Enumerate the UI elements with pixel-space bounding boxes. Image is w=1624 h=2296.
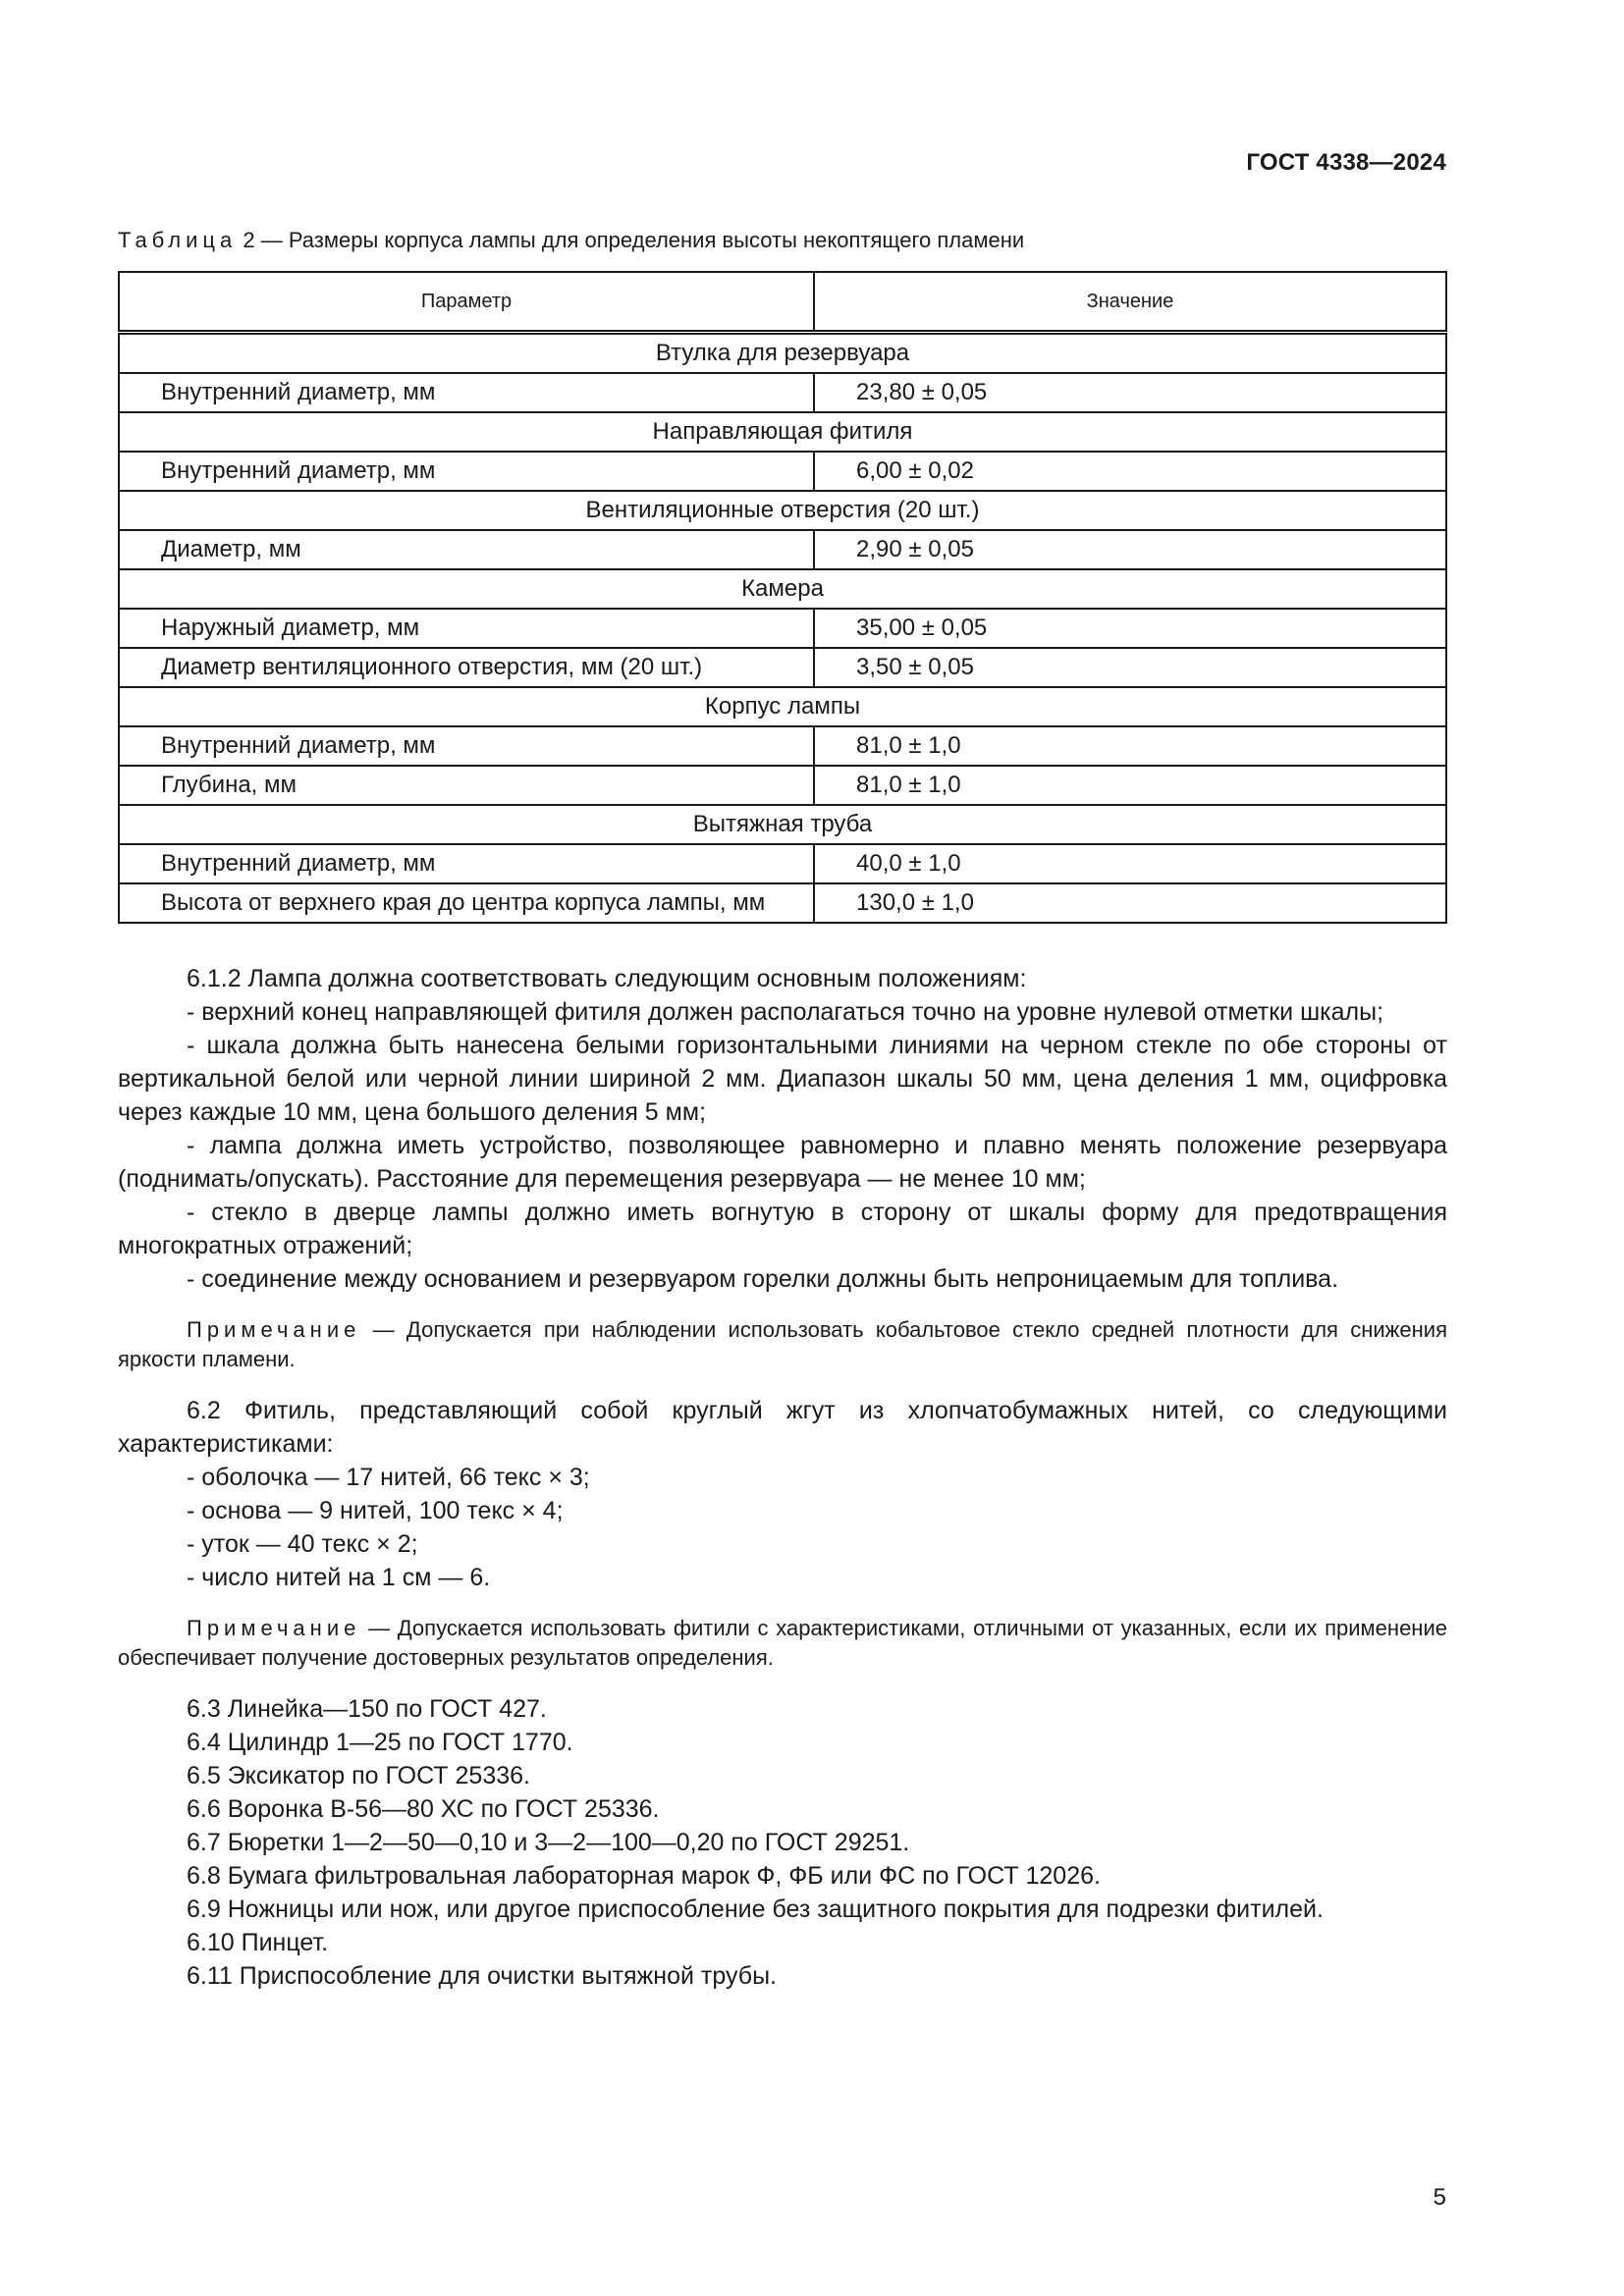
clause-6-4: 6.4 Цилиндр 1—25 по ГОСТ 1770. (187, 1729, 573, 1756)
note-1 (118, 1315, 1447, 1374)
note-label: Примечание (187, 1616, 361, 1640)
list-item: - верхний конец направляющей фитиля должен располагаться точно на уровне нулевой отметки шкалы; (187, 998, 1384, 1026)
clause-6-2: 6.2 Фитиль, представляющий собой круглый жгут из хлопчатобумажных нитей, со следующими характеристиками: (118, 1397, 1447, 1458)
table-row (119, 766, 1446, 805)
value-cell: 2,90 ± 0,05 (814, 530, 1446, 569)
param-cell: Внутренний диаметр, мм (119, 726, 814, 766)
value-cell: 35,00 ± 0,05 (814, 609, 1446, 648)
param-cell: Диаметр, мм (119, 530, 814, 569)
value-cell: 3,50 ± 0,05 (814, 648, 1446, 687)
list-item: - соединение между основанием и резервуаром горелки должны быть непроницаемым для топлива. (187, 1265, 1339, 1293)
table-header-row (119, 272, 1446, 333)
column-header-parameter: Параметр (119, 272, 814, 333)
param-cell: Внутренний диаметр, мм (119, 452, 814, 491)
table-caption-text: 2 — Размеры корпуса лампы для определения высоты некоптящего пламени (243, 228, 1025, 252)
note-text: — Допускается использовать фитили с характеристиками, отличными от указанных, если их применение обеспечивает получение достоверных результатов определения. (118, 1616, 1447, 1670)
document-body (118, 962, 1447, 1993)
table-group-row (119, 333, 1446, 374)
table-row (119, 373, 1446, 412)
clause-6-8: 6.8 Бумага фильтровальная лабораторная марок Ф, ФБ или ФС по ГОСТ 12026. (187, 1862, 1101, 1890)
clause-6-5: 6.5 Эксикатор по ГОСТ 25336. (187, 1762, 530, 1789)
group-label: Корпус лампы (119, 687, 1446, 726)
clause-6-7: 6.7 Бюретки 1—2—50—0,10 и 3—2—100—0,20 по ГОСТ 29251. (187, 1829, 910, 1856)
value-cell: 81,0 ± 1,0 (814, 766, 1446, 805)
table-row (119, 726, 1446, 766)
note-text: — Допускается при наблюдении использовать кобальтовое стекло средней плотности для снижения яркости пламени. (118, 1317, 1447, 1371)
column-header-value: Значение (814, 272, 1446, 333)
table-group-row (119, 412, 1446, 452)
list-item: - уток — 40 текс × 2; (187, 1530, 418, 1558)
lamp-dimensions-table (118, 271, 1447, 924)
clause-6-6: 6.6 Воронка В-56—80 ХС по ГОСТ 25336. (187, 1795, 660, 1823)
table-row (119, 844, 1446, 883)
table-group-row (119, 569, 1446, 609)
value-cell: 6,00 ± 0,02 (814, 452, 1446, 491)
list-item: - шкала должна быть нанесена белыми горизонтальными линиями на черном стекле по обе стороны от вертикальной белой или черной линии шириной 2 мм. Диапазон шкалы 50 мм, цена деления 1 мм, оцифровка через каждые 10 мм, цена большого деления 5 мм; (118, 1032, 1447, 1126)
group-label: Вытяжная труба (119, 805, 1446, 844)
table-row (119, 648, 1446, 687)
table-group-row (119, 805, 1446, 844)
table-row (119, 452, 1446, 491)
note-2 (118, 1614, 1447, 1673)
clause-6-11: 6.11 Приспособление для очистки вытяжной трубы. (187, 1962, 777, 1990)
param-cell: Внутренний диаметр, мм (119, 844, 814, 883)
group-label: Вентиляционные отверстия (20 шт.) (119, 491, 1446, 530)
note-label: Примечание (187, 1317, 361, 1342)
list-item: - основа — 9 нитей, 100 текс × 4; (187, 1497, 564, 1524)
table-caption-label: Таблица (118, 228, 238, 252)
group-label: Направляющая фитиля (119, 412, 1446, 452)
table-group-row (119, 687, 1446, 726)
value-cell: 40,0 ± 1,0 (814, 844, 1446, 883)
param-cell: Глубина, мм (119, 766, 814, 805)
list-item: - стекло в дверце лампы должно иметь вогнутую в сторону от шкалы форму для предотвращения многократных отражений; (118, 1199, 1447, 1259)
table-row (119, 530, 1446, 569)
clause-6-9: 6.9 Ножницы или нож, или другое приспособление без защитного покрытия для подрезки фитилей. (187, 1896, 1324, 1923)
page-number: 5 (1433, 2184, 1446, 2211)
param-cell: Диаметр вентиляционного отверстия, мм (20 шт.) (119, 648, 814, 687)
value-cell: 81,0 ± 1,0 (814, 726, 1446, 766)
list-item: - число нитей на 1 см — 6. (187, 1564, 491, 1591)
clause-6-10: 6.10 Пинцет. (187, 1929, 329, 1956)
param-cell: Внутренний диаметр, мм (119, 373, 814, 412)
clause-6-1-2: 6.1.2 Лампа должна соответствовать следующим основным положениям: (187, 965, 1027, 992)
group-label: Камера (119, 569, 1446, 609)
list-item: - лампа должна иметь устройство, позволяющее равномерно и плавно менять положение резервуара (поднимать/опускать). Расстояние для перемещения резервуара — не менее 10 мм; (118, 1132, 1447, 1193)
value-cell: 130,0 ± 1,0 (814, 883, 1446, 923)
table-row (119, 609, 1446, 648)
table-row (119, 883, 1446, 923)
document-id-header: ГОСТ 4338—2024 (1246, 149, 1446, 176)
table-group-row (119, 491, 1446, 530)
group-label: Втулка для резервуара (119, 333, 1446, 374)
value-cell: 23,80 ± 0,05 (814, 373, 1446, 412)
param-cell: Высота от верхнего края до центра корпуса лампы, мм (119, 883, 814, 923)
list-item: - оболочка — 17 нитей, 66 текс × 3; (187, 1464, 590, 1491)
param-cell: Наружный диаметр, мм (119, 609, 814, 648)
clause-6-3: 6.3 Линейка—150 по ГОСТ 427. (187, 1695, 547, 1723)
table-caption (118, 228, 1024, 253)
